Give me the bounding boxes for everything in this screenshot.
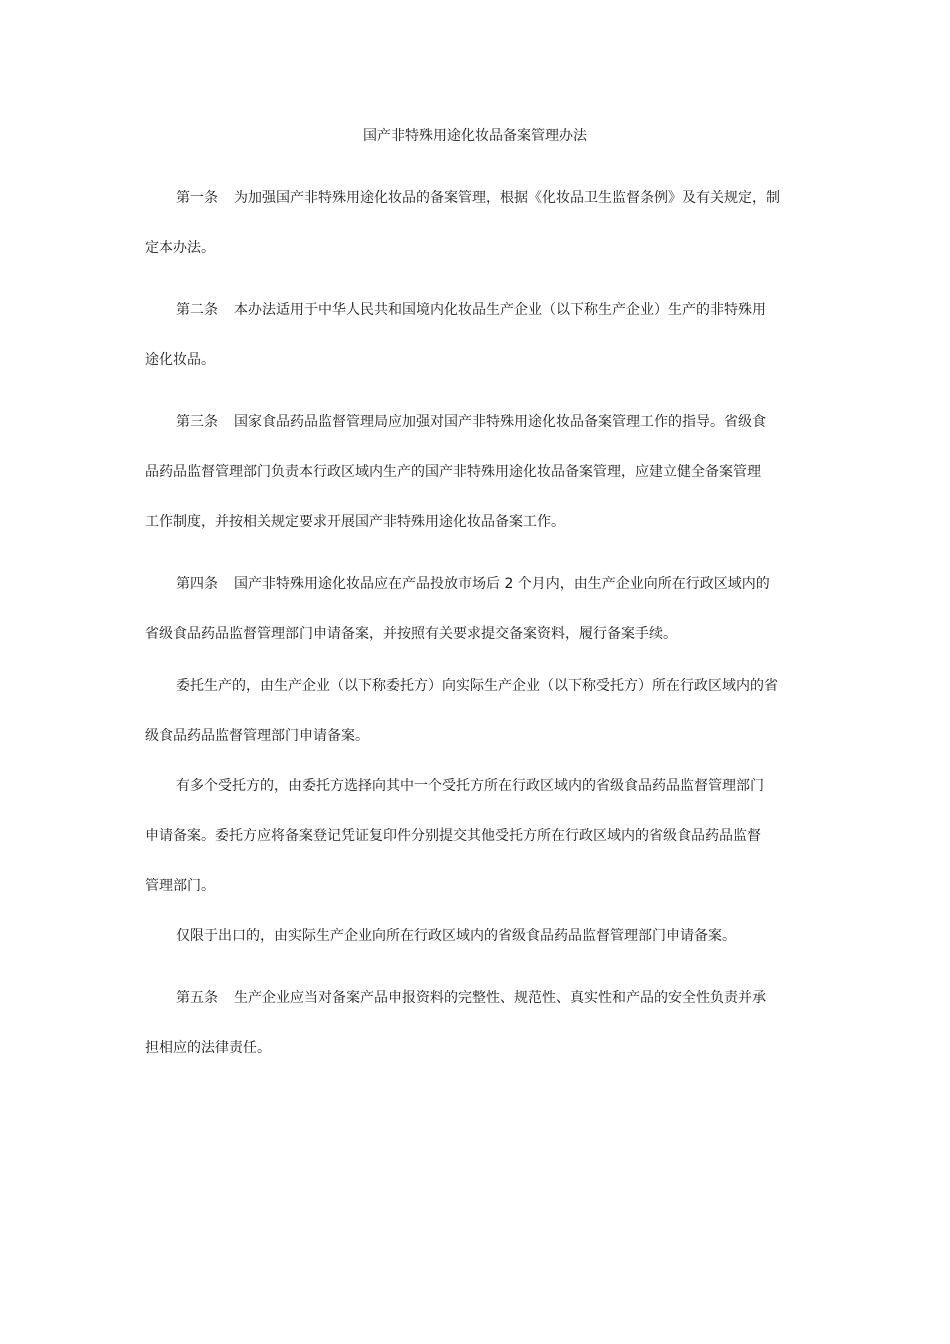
article-1-text-1: 为加强国产非特殊用途化妆品的备案管理，根据《化妆品卫生监督条例》及有关规定，制 [234,190,780,206]
article-4-line-2: 省级食品药品监督管理部门申请备案，并按照有关要求提交备案资料，履行备案手续。 [145,626,677,642]
article-3-line-3: 工作制度，并按相关规定要求开展国产非特殊用途化妆品备案工作。 [145,514,565,530]
article-5-text-1: 生产企业应当对备案产品申报资料的完整性、规范性、真实性和产品的安全性负责并承 [234,990,766,1006]
document-title: 国产非特殊用途化妆品备案管理办法 [363,128,587,144]
article-4-para-3-line-3: 管理部门。 [145,878,215,894]
article-5-label: 第五条 [176,990,218,1006]
article-4-text-1: 国产非特殊用途化妆品应在产品投放市场后 2 个月内，由生产企业向所在行政区域内的 [234,576,770,592]
article-3-text-1: 国家食品药品监督管理局应加强对国产非特殊用途化妆品备案管理工作的指导。省级食 [234,414,766,430]
article-3-label: 第三条 [176,414,218,430]
article-2-text-1: 本办法适用于中华人民共和国境内化妆品生产企业（以下称生产企业）生产的非特殊用 [234,302,766,318]
article-4-line-1 [176,574,770,594]
article-5-line-2: 担相应的法律责任。 [145,1040,271,1056]
article-1-label: 第一条 [176,190,218,206]
article-1-line-2: 定本办法。 [145,240,215,256]
article-4-para-2-line-2: 级食品药品监督管理部门申请备案。 [145,728,369,744]
article-4-label: 第四条 [176,576,218,592]
article-3-line-2: 品药品监督管理部门负责本行政区域内生产的国产非特殊用途化妆品备案管理，应建立健全备案管理 [145,464,761,480]
article-4-para-4-line-1: 仅限于出口的，由实际生产企业向所在行政区域内的省级食品药品监督管理部门申请备案。 [176,928,736,944]
article-4-para-2-line-1: 委托生产的，由生产企业（以下称委托方）向实际生产企业（以下称受托方）所在行政区域内的省 [176,678,778,694]
article-4-para-3-line-1: 有多个受托方的，由委托方选择向其中一个受托方所在行政区域内的省级食品药品监督管理部门 [176,778,764,794]
article-4-para-3-line-2: 申请备案。委托方应将备案登记凭证复印件分别提交其他受托方所在行政区域内的省级食品药品监督 [145,828,761,844]
article-2-line-1 [176,300,766,320]
article-1-line-1 [176,188,780,208]
article-3-line-1 [176,412,766,432]
article-5-line-1 [176,988,766,1008]
article-2-line-2: 途化妆品。 [145,352,215,368]
article-2-label: 第二条 [176,302,218,318]
